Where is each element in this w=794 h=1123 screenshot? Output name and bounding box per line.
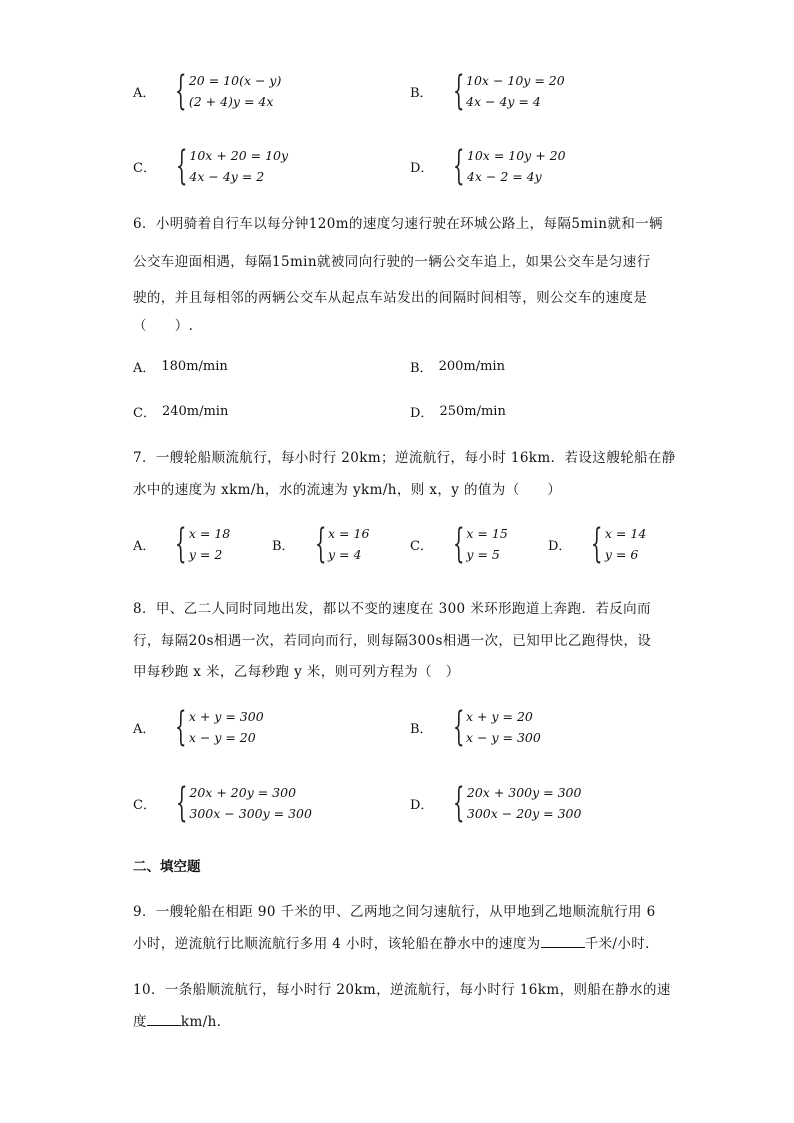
q8-option-a: A． { x + y = 300 x − y = 20 xyxy=(133,704,264,750)
q7-line-1: 7．一艘轮船顺流航行，每小时行 20km；逆流航行，每小时 16km．若设这艘轮船在静 xyxy=(133,450,676,466)
q5-option-c: C． { 10x + 20 = 10y 4x − 4y = 2 xyxy=(133,143,289,189)
q7-option-a: A． { x = 18 y = 2 xyxy=(133,521,231,567)
q7-line-2: 水中的速度为 xkm/h，水的流速为 ykm/h，则 x，y 的值为（ ） xyxy=(133,482,562,498)
q7-option-c: C． { x = 15 y = 5 xyxy=(410,521,508,567)
q9-line-2: 小时，逆流航行比顺流航行多用 4 小时，该轮船在静水中的速度为 千米/小时． xyxy=(133,932,659,952)
q6-option-d: D． 250m/min xyxy=(410,404,506,421)
q5-option-d: D． { 10x = 10y + 20 4x − 2 = 4y xyxy=(410,143,566,189)
q8-line-3: 甲每秒跑 x 米，乙每秒跑 y 米，则可列方程为（ ） xyxy=(133,664,460,680)
q8-option-b: B． { x + y = 20 x − y = 300 xyxy=(410,704,541,750)
q9-line-1: 9．一艘轮船在相距 90 千米的甲、乙两地之间匀速航行，从甲地到乙地顺流航行用 6 xyxy=(133,904,656,920)
q8-line-2: 行，每隔20s相遇一次，若同向而行，则每隔300s相遇一次，已知甲比乙跑得快，设 xyxy=(133,633,652,649)
q8-option-c: C． { 20x + 20y = 300 300x − 300y = 300 xyxy=(133,780,312,826)
q10-line-1: 10．一条船顺流航行，每小时行 20km，逆流航行，每小时行 16km，则船在静水的速 xyxy=(133,982,671,998)
q5-option-b: B． { 10x − 10y = 20 4x − 4y = 4 xyxy=(410,68,565,114)
q6-option-c: C． 240m/min xyxy=(133,404,229,421)
q6-option-a: A． 180m/min xyxy=(133,359,228,376)
q10-answer-blank[interactable] xyxy=(147,1011,181,1026)
q6-line-4: （ ）. xyxy=(133,318,194,334)
q8-line-1: 8．甲、乙二人同时同地出发，都以不变的速度在 300 米环形跑道上奔跑．若反向而 xyxy=(133,601,651,617)
q7-option-b: B． { x = 16 y = 4 xyxy=(272,521,370,567)
q6-line-2: 公交车迎面相遇，每隔15min就被同向行驶的一辆公交车追上，如果公交车是匀速行 xyxy=(133,254,651,270)
q10-line-2: 度 km/h． xyxy=(133,1010,231,1030)
q8-option-d: D． { 20x + 300y = 300 300x − 20y = 300 xyxy=(410,780,582,826)
section-heading-fill-in: 二、填空题 xyxy=(133,859,201,875)
q6-line-1: 6．小明骑着自行车以每分钟120m的速度匀速行驶在环城公路上，每隔5min就和一辆 xyxy=(133,216,663,232)
q7-option-d: D． { x = 14 y = 6 xyxy=(548,521,647,567)
q9-answer-blank[interactable] xyxy=(541,933,585,948)
q6-line-3: 驶的，并且每相邻的两辆公交车从起点车站发出的间隔时间相等，则公交车的速度是 xyxy=(133,290,648,306)
q6-option-b: B． 200m/min xyxy=(410,359,505,376)
q5-option-a: A． { 20 = 10(x − y) (2 + 4)y = 4x xyxy=(133,68,282,114)
